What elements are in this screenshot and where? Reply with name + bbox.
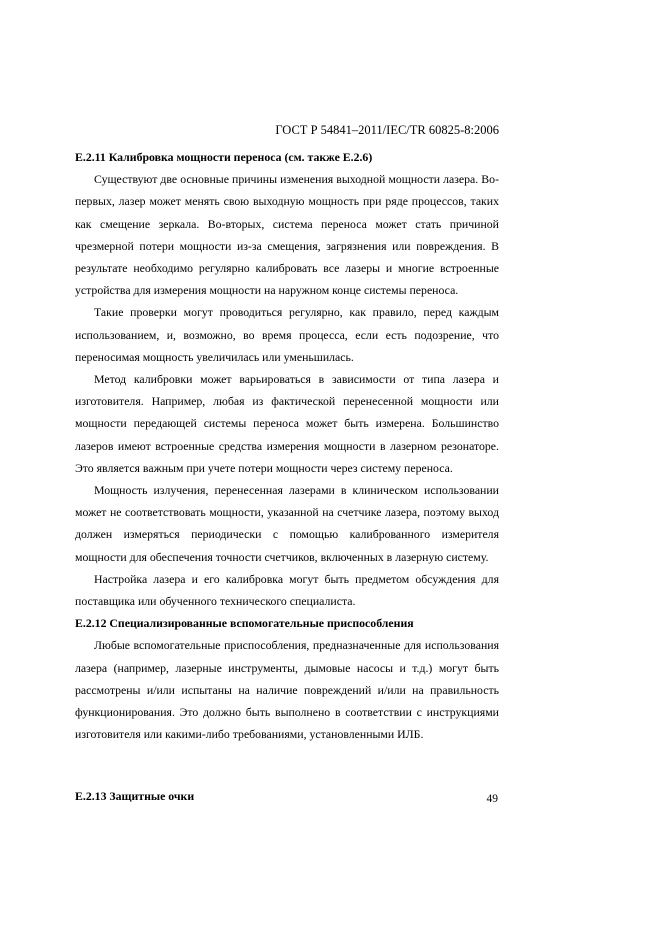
section-heading-e2-12: E.2.12 Специализированные вспомогательные приспособления	[75, 616, 414, 631]
section-heading-e2-13: E.2.13 Защитные очки	[75, 789, 195, 804]
section-heading-e2-11: E.2.11 Калибровка мощности переноса (см. также Е.2.6)	[75, 150, 373, 164]
paragraph: Существуют две основные причины изменения выходной мощности лазера. Во-первых, лазер может менять свою выходную мощность при ряде процессов, таких как смещение зеркала. Во-вторых, система переноса может стать причиной чрезмерной потери мощности из-за смещения, загрязнения или повреждения. В результате необходимо регулярно калибровать все лазеры и многие встроенные устройства для измерения мощности на наружном конце системы переноса.	[75, 172, 499, 298]
document-header-standard: ГОСТ Р 54841–2011/IEC/TR 60825-8:2006	[275, 123, 499, 137]
paragraph: Любые вспомогательные приспособления, предназначенные для использования лазера (например, лазерные инструменты, дымовые насосы и т.д.) могут быть рассмотрены и/или испытаны на наличие повреждений и/или на правильность функционирования. Это должно быть выполнено в соответствии с инструкциями изготовителя или какими-либо требованиями, установленными ИЛБ.	[75, 638, 499, 742]
paragraph: Настройка лазера и его калибровка могут быть предметом обсуждения для поставщика или обученного технического специалиста.	[75, 571, 499, 609]
paragraph: Метод калибровки может варьироваться в зависимости от типа лазера и изготовителя. Например, любая из фактической перенесенной мощности или мощности передающей системы переноса может быть измерена. Большинство лазеров имеют встроенные средства измерения мощности в лазерном резонаторе. Это является важным при учете потери мощности через систему переноса.	[75, 372, 499, 475]
paragraph: Мощность излучения, перенесенная лазерами в клиническом использовании может не соответствовать мощности, указанной на счетчике лазера, поэтому выход должен измеряться периодически с помощью калиброванного измерителя мощности для обеспечения точности счетчиков, включенных в лазерную систему.	[75, 483, 499, 564]
page-number: 49	[486, 793, 498, 805]
document-body	[75, 146, 499, 808]
paragraph: Такие проверки могут проводиться регулярно, как правило, перед каждым использованием, и, возможно, во время процесса, если есть подозрение, что переносимая мощность увеличилась или уменьшилась.	[75, 305, 499, 364]
